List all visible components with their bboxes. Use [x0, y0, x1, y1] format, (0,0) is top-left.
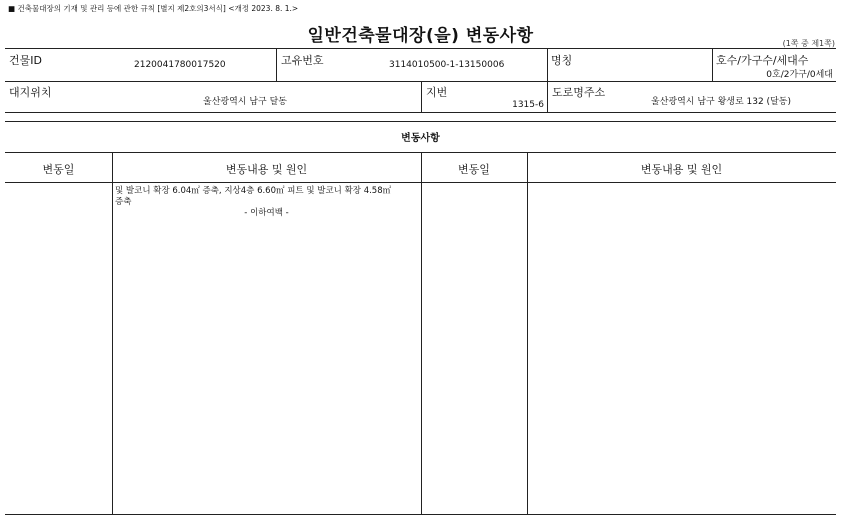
lot-value: 1315-6: [512, 100, 544, 110]
regulation-note: ■ 건축물대장의 기재 및 관리 등에 관한 규칙 [별지 제2호의3서식] <개정 2023. 8. 1.>: [8, 4, 299, 13]
page-info: (1쪽 중 제1쪽): [782, 39, 835, 48]
column-header-content-1: 변동내용 및 원인: [225, 163, 308, 176]
name-label: 명칭: [551, 54, 573, 67]
building-id-label: 건물ID: [9, 54, 42, 67]
info-divider: [712, 48, 713, 81]
column-header-date-1: 변동일: [42, 163, 75, 176]
change-entry-line-1: 및 발코니 확장 6.04㎡ 증축, 지상4층 6.60㎡ 피트 및 발코니 확장 4.58㎡: [115, 186, 392, 196]
unique-no-value: 3114010500-1-13150006: [389, 60, 505, 70]
site-label: 대지위치: [9, 86, 52, 99]
column-header-content-2: 변동내용 및 원인: [640, 163, 723, 176]
info-divider: [276, 48, 277, 81]
end-of-entries-mark: - 이하여백 -: [244, 208, 289, 218]
change-entry-line-2: 증축: [115, 197, 132, 207]
changes-column-divider: [112, 152, 113, 514]
changes-table-bottom-border: [5, 514, 836, 515]
column-header-date-2: 변동일: [458, 163, 490, 176]
changes-column-divider: [421, 152, 422, 514]
site-value: 울산광역시 남구 달동: [203, 97, 287, 107]
info-divider: [547, 48, 548, 112]
units-label: 호수/가구수/세대수: [716, 54, 809, 67]
changes-column-divider: [527, 152, 528, 514]
info-table-bottom-border: [5, 112, 836, 113]
page-title: 일반건축물대장(을) 변동사항: [307, 26, 534, 46]
info-divider: [421, 81, 422, 112]
road-address-label: 도로명주소: [552, 86, 606, 99]
changes-section-title: 변동사항: [401, 133, 440, 144]
lot-label: 지번: [426, 86, 448, 99]
road-address-value: 울산광역시 남구 왕생로 132 (달동): [651, 97, 791, 107]
building-id-value: 2120041780017520: [134, 60, 226, 70]
unique-no-label: 고유번호: [281, 54, 324, 67]
units-value: 0호/2가구/0세대: [766, 70, 833, 80]
section-top-border: [5, 121, 836, 122]
